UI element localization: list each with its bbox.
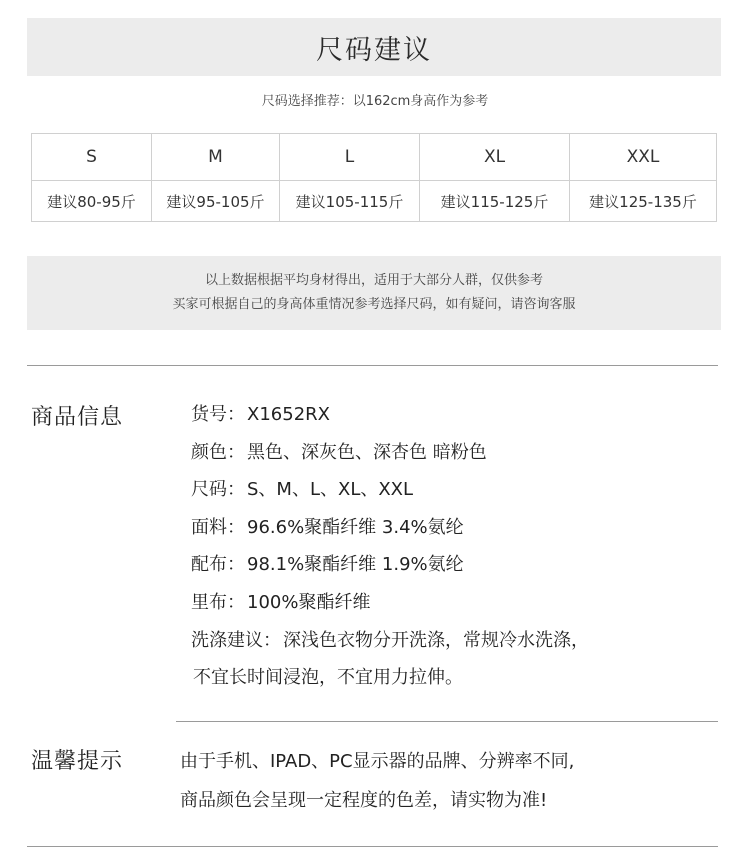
section-divider — [27, 365, 718, 366]
product-info-list — [191, 396, 589, 697]
size-cell: S — [32, 134, 152, 181]
info-label: 配布： — [191, 554, 245, 576]
size-recommendation-note: 尺码选择推荐：以162cm身高作为参考 — [261, 94, 489, 109]
info-item — [191, 396, 589, 434]
size-cell: M — [152, 134, 280, 181]
tips-heading: 温馨提示 — [31, 749, 124, 774]
weight-cell: 建议115-125斤 — [420, 181, 570, 222]
info-value: 96.6%聚酯纤维 3.4%氨纶 — [247, 516, 464, 538]
size-cell: XXL — [570, 134, 717, 181]
weight-cell: 建议125-135斤 — [570, 181, 717, 222]
tips-line: 商品颜色会呈现一定程度的色差，请实物为准! — [180, 790, 548, 811]
size-table — [31, 133, 717, 222]
info-item — [191, 509, 589, 547]
weight-row — [32, 181, 717, 222]
info-item — [191, 471, 589, 509]
info-item — [191, 546, 589, 584]
info-label: 尺码： — [191, 479, 245, 501]
info-value: S、M、L、XL、XXL — [247, 479, 414, 501]
info-value: 不宜长时间浸泡，不宜用力拉伸。 — [193, 667, 463, 689]
info-value: 黑色、深灰色、深杏色 暗粉色 — [247, 441, 487, 463]
info-label: 货号： — [191, 404, 245, 425]
section-divider — [27, 846, 718, 847]
tips-line: 由于手机、IPAD、PC显示器的品牌、分辨率不同, — [180, 751, 575, 772]
section-divider — [176, 721, 718, 722]
size-guide-header — [27, 18, 721, 76]
tips-text — [180, 742, 574, 820]
size-cell: XL — [420, 134, 570, 181]
product-info-heading: 商品信息 — [31, 405, 124, 430]
info-value: X1652RX — [247, 404, 330, 425]
info-label: 洗涤建议： — [191, 629, 281, 651]
size-disclaimer — [27, 256, 721, 330]
weight-cell: 建议80-95斤 — [32, 181, 152, 222]
info-label: 面料： — [191, 516, 245, 538]
disclaimer-line: 买家可根据自己的身高体重情况参考选择尺码，如有疑问，请咨询客服 — [172, 297, 576, 312]
info-value: 98.1%聚酯纤维 1.9%氨纶 — [247, 554, 464, 576]
info-item — [191, 434, 589, 472]
info-item — [191, 659, 589, 697]
info-label: 里布： — [191, 591, 245, 613]
size-guide-title: 尺码建议 — [316, 34, 432, 66]
weight-cell: 建议95-105斤 — [152, 181, 280, 222]
info-item — [191, 622, 589, 660]
size-header-row — [32, 134, 717, 181]
info-item — [191, 584, 589, 622]
weight-cell: 建议105-115斤 — [280, 181, 420, 222]
size-cell: L — [280, 134, 420, 181]
disclaimer-line: 以上数据根据平均身材得出，适用于大部分人群，仅供参考 — [204, 273, 543, 288]
info-value: 100%聚酯纤维 — [247, 591, 371, 613]
info-value: 深浅色衣物分开洗涤，常规冷水洗涤， — [283, 629, 589, 651]
info-label: 颜色： — [191, 441, 245, 463]
